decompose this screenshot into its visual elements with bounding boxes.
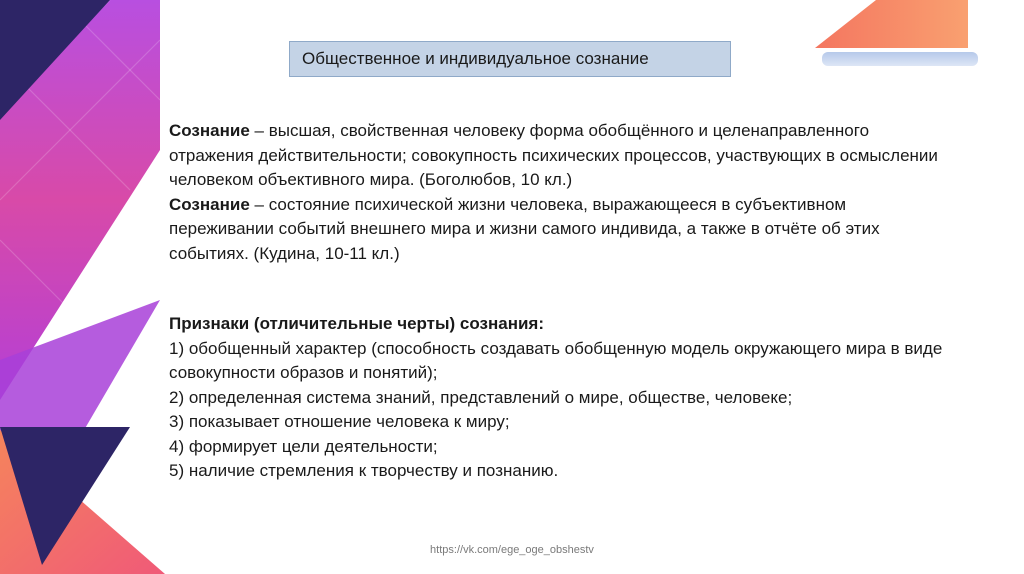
definition-1-text: – высшая, свойственная человеку форма обобщённого и целенаправленного отражения действительности; совокупность психических процессов, участвующих в осмыслении человеком объективного мира. (Боголюбов, 10 кл.): [169, 121, 938, 189]
spacer: [169, 266, 949, 312]
sign-item-5: 5) наличие стремления к творчеству и познанию.: [169, 461, 559, 480]
sign-item-4: 4) формирует цели деятельности;: [169, 436, 438, 456]
signs-heading: [169, 312, 949, 337]
content: [169, 119, 949, 484]
footer-url[interactable]: https://vk.com/ege_oge_obshestv: [430, 544, 594, 556]
sign-item-2: 2) определенная система знаний, представлений о мире, обществе, человеке;: [169, 387, 793, 407]
blue-bar-top-right: [822, 52, 978, 66]
title-box: [289, 41, 731, 77]
definition-2-text: – состояние психической жизни человека, выражающееся в субъективном переживании событий внешнего мира и жизни самого индивида, а также в отчёте об этих событиях. (Кудина, 10-11 кл.): [169, 194, 880, 263]
definition-2-term: Сознание: [169, 194, 250, 214]
coral-triangle-top-right: [815, 0, 968, 48]
definition-2: [169, 193, 949, 267]
sign-item-3: 3) показывает отношение человека к миру;: [169, 412, 510, 431]
definition-1-term: Сознание: [169, 121, 250, 140]
page-title: Общественное и индивидуальное сознание: [302, 49, 649, 68]
sign-item-1: 1) обобщенный характер (способность создавать обобщенную модель окружающего мира в виде совокупности образов и понятий);: [169, 338, 943, 382]
signs-heading-text: Признаки (отличительные черты) сознания:: [169, 314, 544, 333]
definition-1: [169, 119, 949, 193]
